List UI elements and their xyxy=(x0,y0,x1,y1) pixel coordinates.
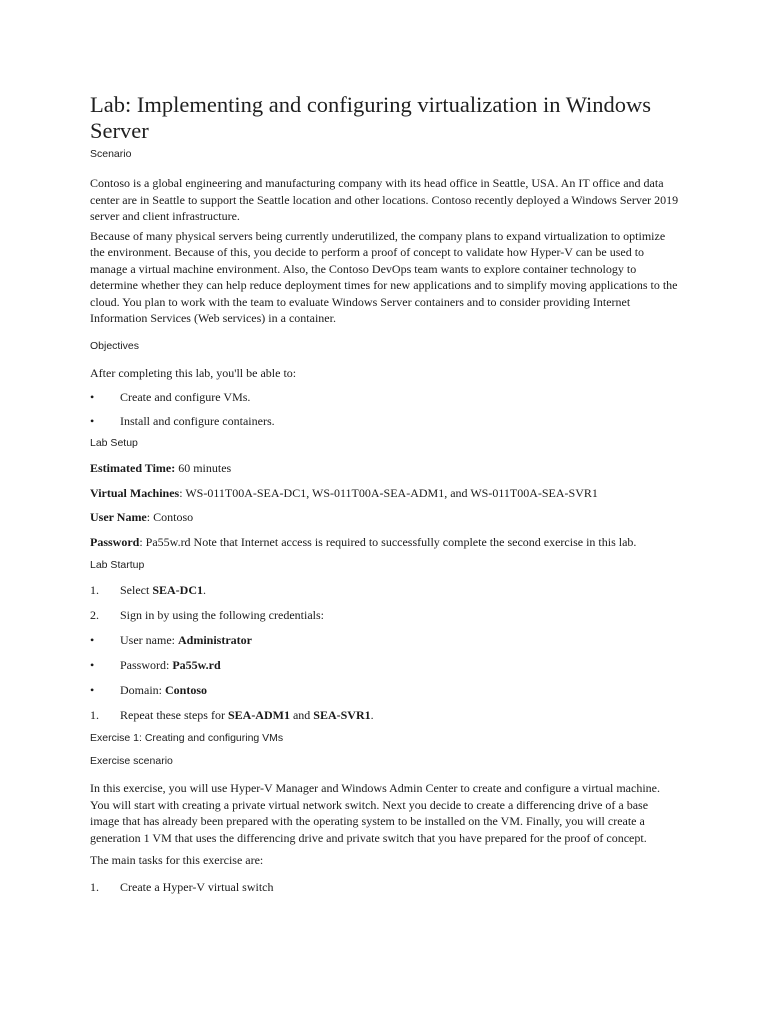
credential-text: Domain: Contoso xyxy=(120,683,208,697)
step-text: Sign in by using the following credentials: xyxy=(120,608,324,622)
scenario-heading: Scenario xyxy=(90,148,132,160)
virtual-machines-line xyxy=(90,485,680,502)
bullet-marker: • xyxy=(90,414,95,428)
task-item xyxy=(90,879,680,895)
estimated-time-label: Estimated Time: xyxy=(90,461,176,475)
step-text: Select SEA-DC1. xyxy=(120,583,206,597)
credential-item xyxy=(90,682,680,698)
exercise-scenario-paragraph: In this exercise, you will use Hyper-V Manager and Windows Admin Center to create and configure a virtual machine. You will start with creating a private virtual network switch. Next you decide to create a differencing drive of a base image that has already been prepared with the operating system to be installed on the VM. Finally, you will create a generation 1 VM that uses the differencing drive and private switch that you have prepared for the proof of concept. xyxy=(90,781,660,845)
credential-text: Password: Pa55w.rd xyxy=(120,658,221,672)
step-number: 1. xyxy=(90,708,99,722)
estimated-time-value: 60 minutes xyxy=(175,461,232,475)
document-title: Lab: Implementing and configuring virtualization in Windows Server xyxy=(90,92,652,143)
main-tasks-intro: The main tasks for this exercise are: xyxy=(90,853,264,867)
startup-step xyxy=(90,707,680,723)
bullet-marker: • xyxy=(90,658,95,672)
credential-item xyxy=(90,657,680,673)
step-text: Repeat these steps for SEA-ADM1 and SEA-SVR1. xyxy=(120,708,374,722)
scenario-paragraph-1: Contoso is a global engineering and manufacturing company with its head office in Seattle, USA. An IT office and data center are in Seattle to support the Seattle location and other locations. Contoso recently deployed a Windows Server 2019 server and client infrastructure. xyxy=(90,176,679,223)
bullet-marker: • xyxy=(90,390,95,404)
password-label: Password xyxy=(90,534,140,549)
bullet-marker: • xyxy=(90,633,95,647)
lab-startup-heading: Lab Startup xyxy=(90,559,145,571)
password-line xyxy=(90,534,680,551)
user-name-line xyxy=(90,509,680,526)
user-name-value: : Contoso xyxy=(146,510,194,524)
user-name-label: User Name xyxy=(90,510,147,524)
exercise1-heading: Exercise 1: Creating and configuring VMs xyxy=(90,732,284,744)
step-number: 1. xyxy=(90,583,99,597)
lab-setup-heading: Lab Setup xyxy=(90,437,138,449)
task-text: Create a Hyper-V virtual switch xyxy=(120,879,274,894)
step-number: 2. xyxy=(90,608,99,622)
objective-text: Create and configure VMs. xyxy=(120,390,251,404)
credential-item xyxy=(90,632,680,648)
objectives-intro: After completing this lab, you'll be able to: xyxy=(90,365,297,380)
startup-step xyxy=(90,607,680,623)
objective-item xyxy=(90,389,680,405)
scenario-paragraph-2: Because of many physical servers being currently underutilized, the company plans to expand virtualization to optimize the environment. Because of this, you decide to perform a proof of concept to validate how Hyper-V can be used to manage a virtual machine environment. Also, the Contoso DevOps team wants to explore container technology to determine whether they can help reduce deployment times for new applications and to simplify moving applications to the cloud. You plan to work with the team to evaluate Windows Server containers and to consider providing Internet Information Services (Web services) in a container. xyxy=(90,228,678,325)
document-page xyxy=(90,92,680,895)
step-number: 1. xyxy=(90,879,99,894)
objective-item xyxy=(90,413,680,429)
credential-text: User name: Administrator xyxy=(120,633,252,647)
exercise-scenario-heading: Exercise scenario xyxy=(90,755,173,767)
virtual-machines-value: : WS-011T00A-SEA-DC1, WS-011T00A-SEA-ADM1, and WS-011T00A-SEA-SVR1 xyxy=(179,485,598,500)
estimated-time-line xyxy=(90,460,680,477)
objective-text: Install and configure containers. xyxy=(120,414,275,428)
virtual-machines-label: Virtual Machines xyxy=(90,485,180,500)
password-value: : Pa55w.rd Note that Internet access is required to successfully complete the second exercise in this lab. xyxy=(139,534,637,549)
startup-step xyxy=(90,582,680,598)
bullet-marker: • xyxy=(90,683,95,697)
objectives-heading: Objectives xyxy=(90,339,140,352)
